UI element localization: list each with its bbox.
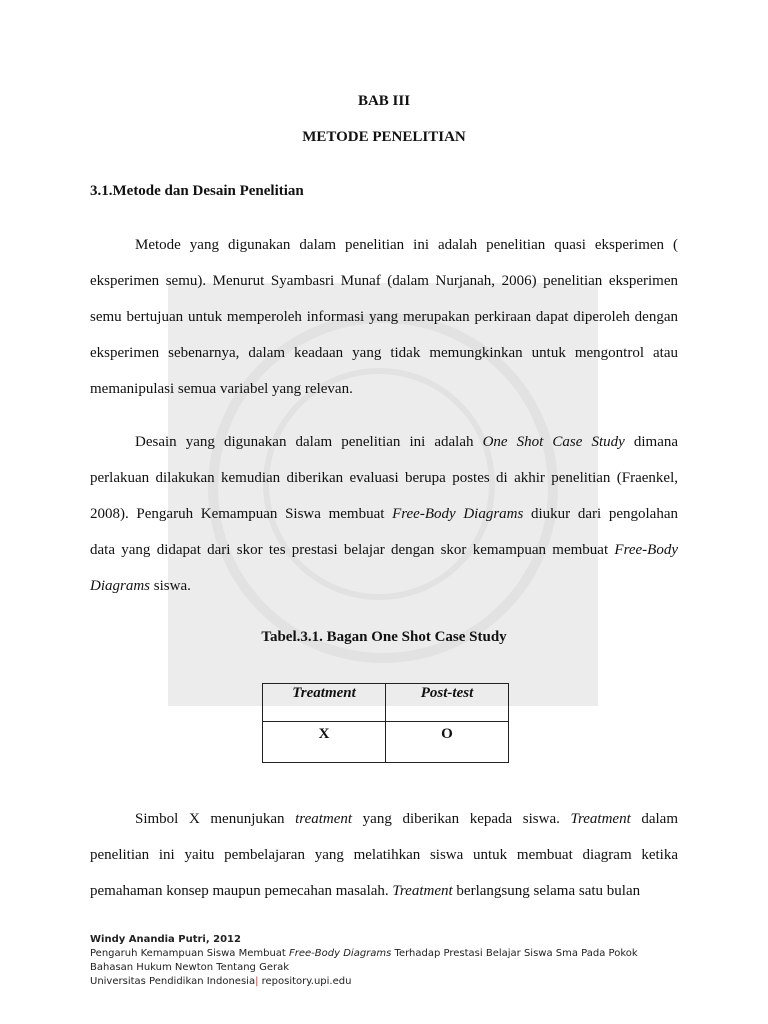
paragraph-line: 2008). Pengaruh Kemampuan Siswa membuat Free-Body Diagrams diukur dari pengolahan — [90, 506, 678, 522]
one-shot-case-study-table — [262, 683, 509, 763]
footer-thesis-title-cont: Bahasan Hukum Newton Tentang Gerak — [90, 962, 290, 973]
paragraph-2 — [90, 424, 678, 604]
table-header-treatment: Treatment — [263, 684, 386, 722]
paragraph-line: memanipulasi semua variabel yang relevan. — [90, 381, 353, 397]
chapter-title: METODE PENELITIAN — [302, 129, 466, 145]
paragraph-line: pemahaman konsep maupun pemecahan masalah. Treatment berlangsung selama satu bulan — [90, 883, 641, 899]
footer-thesis-title: Pengaruh Kemampuan Siswa Membuat Free-Body Diagrams Terhadap Prestasi Belajar Siswa Sma Pada Pokok — [90, 948, 638, 959]
section-heading: 3.1.Metode dan Desain Penelitian — [90, 183, 304, 199]
table-caption: Tabel.3.1. Bagan One Shot Case Study — [261, 629, 507, 645]
paragraph-line: Metode yang digunakan dalam penelitian ini adalah penelitian quasi eksperimen ( — [135, 237, 678, 253]
table-cell-posttest: O — [386, 722, 509, 763]
paragraph-line: Simbol X menunjukan treatment yang diberikan kepada siswa. Treatment dalam — [135, 811, 679, 827]
table-header-row — [263, 684, 509, 722]
page-footer — [90, 933, 638, 989]
table-row — [263, 722, 509, 763]
paragraph-1 — [90, 227, 678, 407]
paragraph-line: eksperimen semu). Menurut Syambasri Munaf (dalam Nurjanah, 2006) penelitian eksperimen — [90, 273, 678, 289]
paragraph-line: perlakuan dilakukan kemudian diberikan evaluasi berupa postes di akhir penelitian (Fraenkel, — [90, 470, 678, 486]
paragraph-line: Diagrams siswa. — [90, 578, 191, 594]
footer-author: Windy Anandia Putri, 2012 — [90, 934, 241, 945]
paragraph-line: Desain yang digunakan dalam penelitian ini adalah One Shot Case Study dimana — [135, 434, 679, 450]
paragraph-line: eksperimen sebenarnya, dalam keadaan yang tidak memungkinkan untuk mengontrol atau — [90, 345, 678, 361]
paragraph-line: semu bertujuan untuk memperoleh informasi yang merupakan perkiraan dapat diperoleh dengan — [90, 309, 678, 325]
footer-university: Universitas Pendidikan Indonesia| repository.upi.edu — [90, 976, 352, 987]
table-cell-treatment: X — [263, 722, 386, 763]
paragraph-3 — [90, 801, 678, 909]
paragraph-line: penelitian ini yaitu pembelajaran yang melatihkan siswa untuk membuat diagram ketika — [90, 847, 678, 863]
chapter-label: BAB III — [357, 93, 411, 109]
paragraph-line: data yang didapat dari skor tes prestasi belajar dengan skor kemampuan membuat Free-Body — [90, 542, 678, 558]
repository-link[interactable]: repository.upi.edu — [258, 976, 352, 987]
table-header-posttest: Post-test — [386, 684, 509, 722]
